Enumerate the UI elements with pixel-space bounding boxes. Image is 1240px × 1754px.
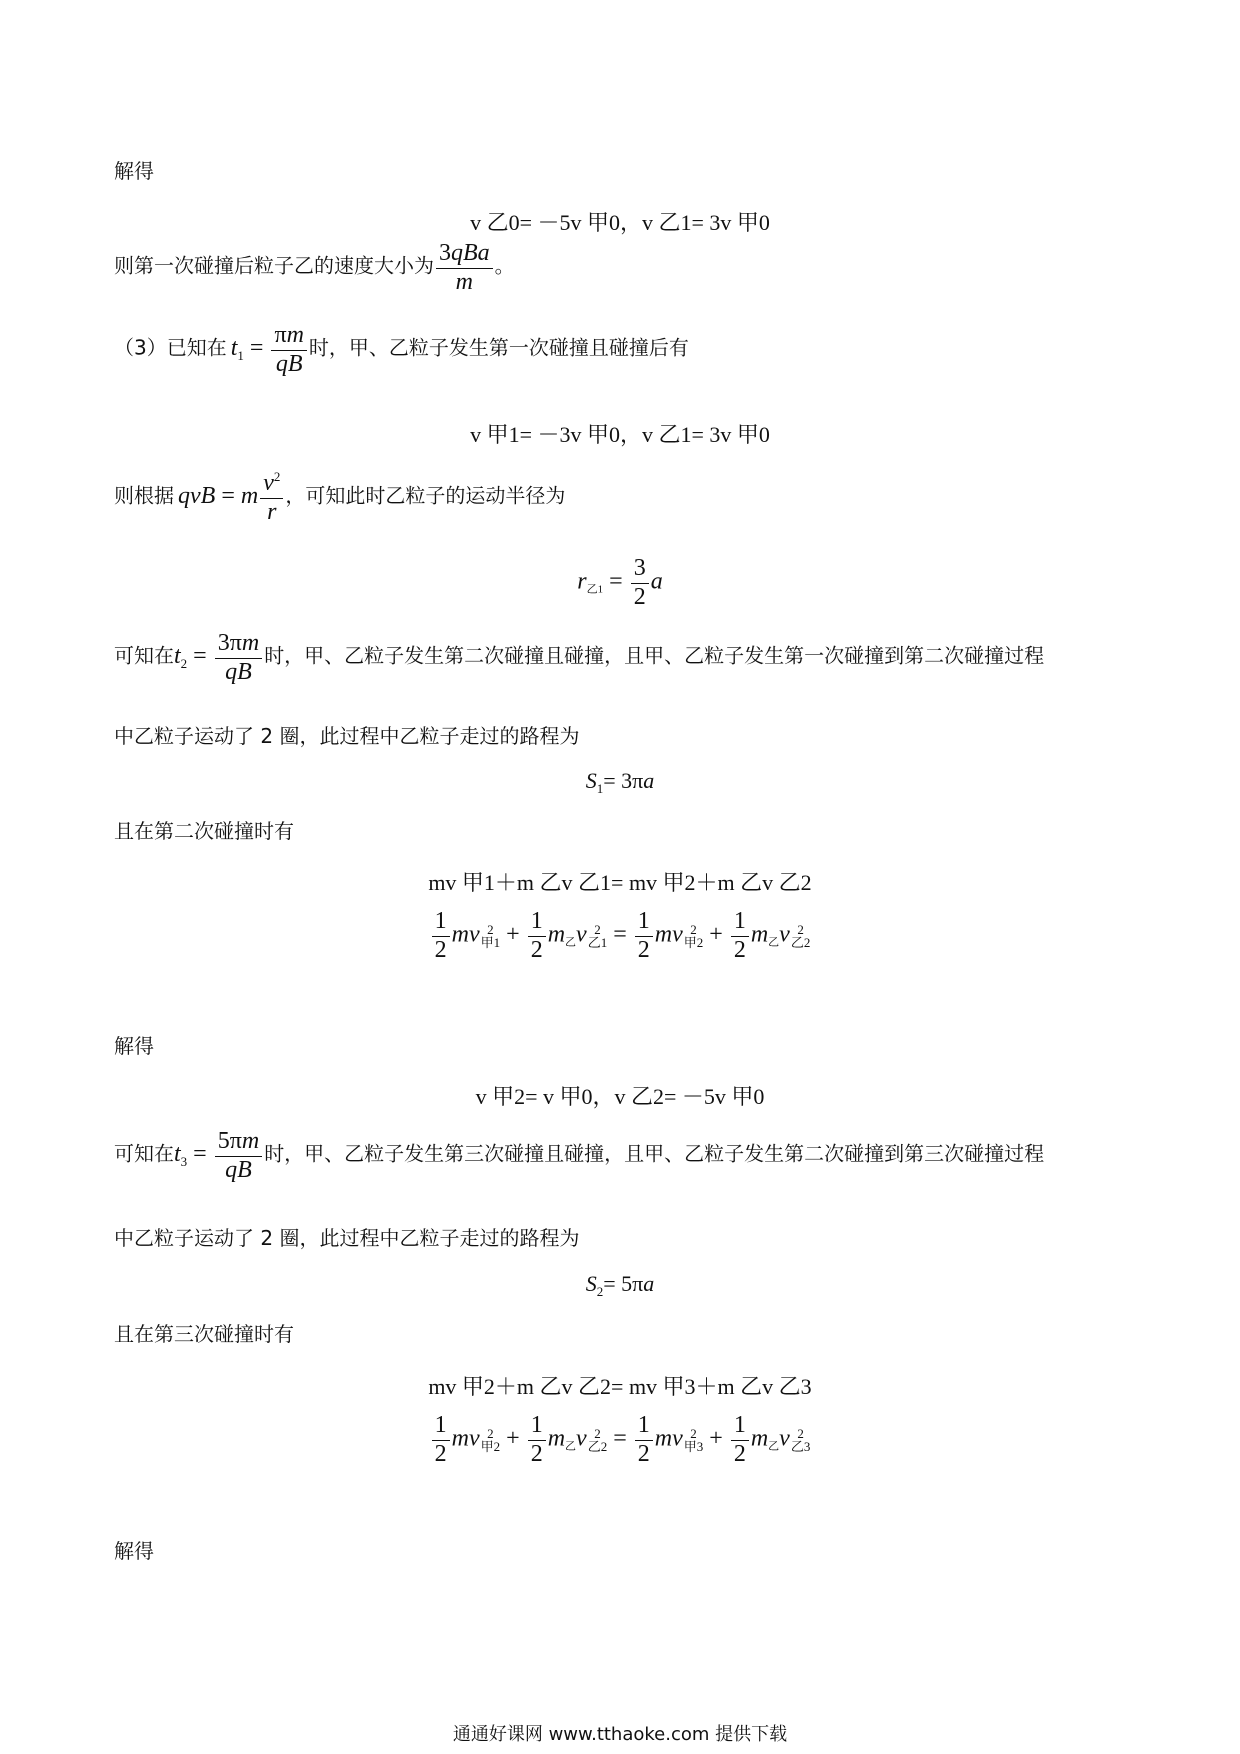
text-genju: 则根据: [114, 483, 174, 508]
fraction-3qBa-over-m: $\frac{\text{3qBa}}{m}$: [436, 240, 493, 296]
equation-momentum-3: mv 甲2＋m 乙v 乙2= mv 甲3＋m 乙v 乙3: [428, 1374, 812, 1399]
line-t1-collision: （3）已知在 $t_1$ = $\frac{\pi m}{qB}$ 时，甲、乙粒子发生第一次碰撞且碰撞后有: [114, 322, 689, 377]
equation-momentum-2: mv 甲1＋m 乙v 乙1= mv 甲2＋m 乙v 乙2: [428, 870, 812, 895]
line-t2-collision: 可知在$t_2$ = $\frac{3\pi m}{qB}$ 时，甲、乙粒子发生第二次碰撞且碰撞，且甲、乙粒子发生第一次碰撞到第二次碰撞过程: [114, 630, 1045, 685]
text-period: 。: [494, 253, 515, 278]
text-path-desc-2: 中乙粒子运动了 2 圈，此过程中乙粒子走过的路程为: [114, 1226, 580, 1250]
text-second-collision: 且在第二次碰撞时有: [114, 819, 294, 843]
equation-v-jia1: v 甲1= －3v 甲0，v 乙1= 3v 甲0: [470, 422, 770, 447]
fraction-half: $\frac{1}{2}$: [432, 908, 450, 964]
text-path-desc-1: 中乙粒子运动了 2 圈，此过程中乙粒子走过的路程为: [114, 724, 580, 748]
text-jiede-1: 解得: [114, 159, 154, 183]
equation-energy-3: $\frac{1}{2}$ mv 2 甲2 + $\frac{1}{2}$ m乙v 2 乙2 = $\frac{1}{2}$ mv 2 甲3 + $\frac{1}{2}$ m乙v 2 乙3: [0, 1412, 1240, 1468]
text-t2-suffix: 时，甲、乙粒子发生第二次碰撞且碰撞，且甲、乙粒子发生第一次碰撞到第二次碰撞过程: [264, 643, 1045, 668]
text-speed-prefix: 则第一次碰撞后粒子乙的速度大小为: [114, 253, 434, 278]
fraction-half: $\frac{1}{2}$: [731, 1412, 749, 1468]
text-t1-prefix: （3）已知在: [114, 335, 227, 360]
fraction-half: $\frac{1}{2}$: [635, 908, 653, 964]
text-radius-desc: ，可知此时乙粒子的运动半径为: [285, 483, 566, 508]
fraction-v2-over-r: $\frac{v^2}{r}$: [260, 470, 283, 526]
equation-S1: $S_1= 3\pi a$: [585, 768, 655, 796]
equation-r-yi1: r乙1 = $\frac{3}{2}$ a: [577, 555, 663, 610]
fraction-5pi-m-over-qB: $\frac{5\pi m}{qB}$: [215, 1128, 262, 1184]
text-t3-prefix: 可知在: [114, 1141, 174, 1166]
fraction-half: $\frac{1}{2}$: [635, 1412, 653, 1468]
line-lorentz-force: 则根据 qvB = m $\frac{v^2}{r}$ ，可知此时乙粒子的运动半径为: [114, 469, 566, 525]
equation-energy-2: $\frac{1}{2}$ mv 2 甲1 + $\frac{1}{2}$ m乙v 2 乙1 = $\frac{1}{2}$ mv 2 甲2 + $\frac{1}{2}$ m乙v 2 乙2: [0, 908, 1240, 964]
text-jiede-2: 解得: [114, 1034, 154, 1058]
footer-source: 通通好课网 www.tthaoke.com 提供下载: [452, 1724, 788, 1745]
text-jiede-3: 解得: [114, 1539, 154, 1563]
fraction-3pi-m-over-qB: $\frac{3\pi m}{qB}$: [215, 630, 262, 686]
text-t3-suffix: 时，甲、乙粒子发生第三次碰撞且碰撞，且甲、乙粒子发生第二次碰撞到第三次碰撞过程: [264, 1141, 1045, 1166]
fraction-half: $\frac{1}{2}$: [528, 908, 546, 964]
line-speed-after-first-collision: [114, 240, 515, 296]
text-t1-suffix: 时，甲、乙粒子发生第一次碰撞且碰撞后有: [308, 335, 689, 360]
fraction-half: $\frac{1}{2}$: [731, 908, 749, 964]
fraction-3-over-2: $\frac{3}{2}$: [631, 555, 649, 611]
equation-S2: $S_2= 5\pi a$: [585, 1271, 655, 1299]
equation-v-yi0: v 乙0= －5v 甲0，v 乙1= 3v 甲0: [470, 210, 770, 235]
text-third-collision: 且在第三次碰撞时有: [114, 1322, 294, 1346]
fraction-pi-m-over-qB: $\frac{\pi m}{qB}$: [271, 322, 306, 378]
line-t3-collision: 可知在$t_3$ = $\frac{5\pi m}{qB}$ 时，甲、乙粒子发生第三次碰撞且碰撞，且甲、乙粒子发生第二次碰撞到第三次碰撞过程: [114, 1128, 1045, 1183]
fraction-half: $\frac{1}{2}$: [528, 1412, 546, 1468]
text-t2-prefix: 可知在: [114, 643, 174, 668]
equation-v-jia2: v 甲2= v 甲0，v 乙2= －5v 甲0: [475, 1084, 765, 1109]
fraction-half: $\frac{1}{2}$: [432, 1412, 450, 1468]
